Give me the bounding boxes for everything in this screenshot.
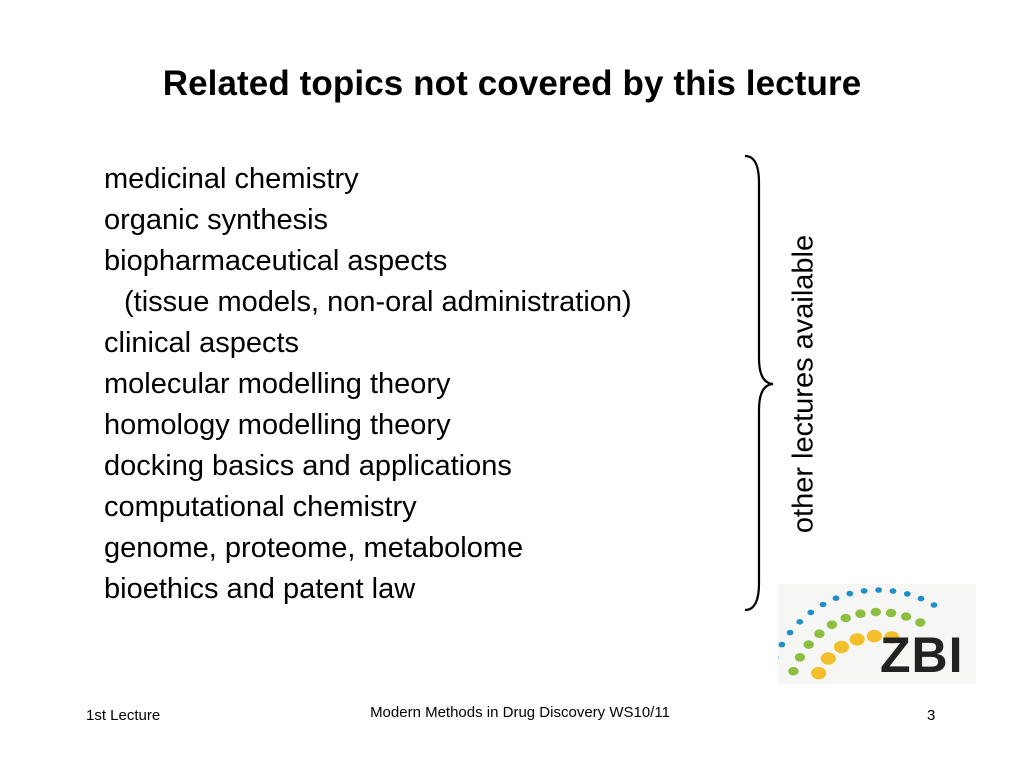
topic-item: biopharmaceutical aspects <box>104 245 448 277</box>
topic-list <box>104 159 632 610</box>
logo-dot <box>795 653 805 662</box>
topic-item: medicinal chemistry <box>104 163 359 195</box>
topic-item: organic synthesis <box>104 204 329 236</box>
logo-dot <box>814 629 824 638</box>
logo-dot <box>834 641 849 653</box>
topic-item: homology modelling theory <box>104 409 451 441</box>
logo-dot <box>855 609 865 618</box>
logo-dot <box>850 633 865 645</box>
footer-lecture: 1st Lecture <box>86 707 161 724</box>
logo-dot <box>841 614 851 623</box>
logo-dot <box>833 595 840 601</box>
slide-title: Related topics not covered by this lecture <box>162 64 862 103</box>
topic-item: docking basics and applications <box>104 450 512 482</box>
logo-dot <box>778 655 779 661</box>
topic-item: clinical aspects <box>104 327 300 359</box>
topic-subitem: (tissue models, non-oral administration) <box>124 286 632 318</box>
logo-dot <box>904 591 911 597</box>
topic-item: molecular modelling theory <box>104 368 451 400</box>
logo-dot <box>931 602 938 608</box>
logo-dot <box>861 588 868 594</box>
topic-item: bioethics and patent law <box>104 573 416 605</box>
logo-dot <box>779 642 786 648</box>
logo-dot <box>886 609 896 618</box>
logo-dot <box>890 588 897 594</box>
page-number: 3 <box>927 707 936 724</box>
logo-dot <box>827 620 837 629</box>
logo-dot <box>788 667 798 676</box>
logo-dot <box>811 667 826 679</box>
logo-dot <box>821 652 836 664</box>
logo-dot <box>787 630 794 636</box>
brace-label: other lectures available <box>787 234 820 534</box>
logo-dot <box>804 640 814 649</box>
logo-dot <box>820 602 827 608</box>
footer-course-title: Modern Methods in Drug Discovery WS10/11 <box>370 704 670 721</box>
logo-dot <box>918 596 925 602</box>
logo-dot <box>915 618 925 627</box>
logo-dot <box>796 619 803 625</box>
logo-text: ZBI <box>880 627 964 683</box>
curly-brace <box>740 153 780 613</box>
topic-item: computational chemistry <box>104 491 417 523</box>
logo-dot <box>901 612 911 621</box>
logo-dot <box>871 608 881 617</box>
logo-dot <box>875 587 882 593</box>
logo-dot <box>807 610 814 616</box>
logo-dot <box>846 591 853 597</box>
topic-item: genome, proteome, metabolome <box>104 532 524 564</box>
